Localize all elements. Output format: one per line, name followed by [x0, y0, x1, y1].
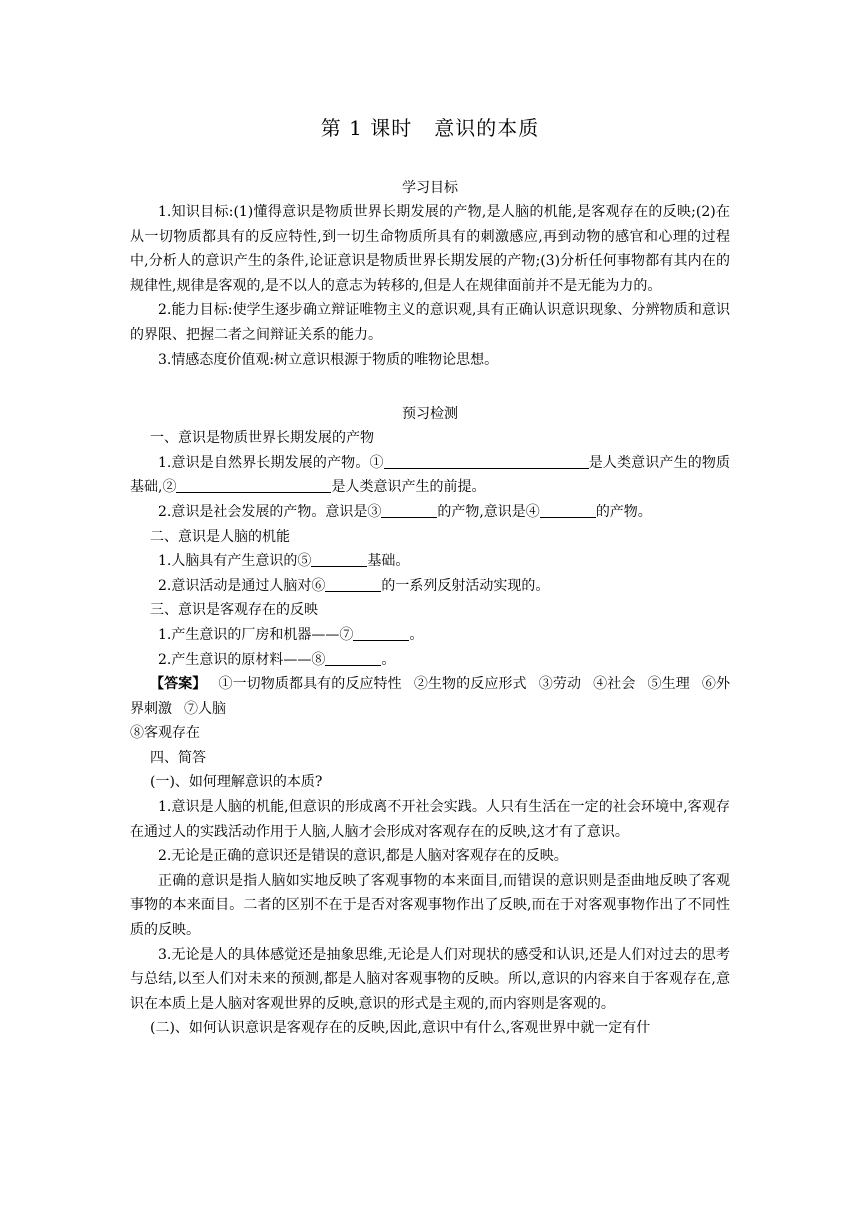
lesson-number: 第 1 课时 — [320, 116, 413, 140]
answer-blank-5 — [311, 550, 367, 567]
answer-blank-3 — [381, 501, 437, 518]
fill-item-2: 2.意识是社会发展的产物。意识是③ 的产物,意识是④ 的产物。 — [130, 500, 730, 525]
document-body — [130, 176, 730, 1041]
fill-item-1: 1.意识是自然界长期发展的产物。① 是人类意识产生的物质基础,② 是人类意识产生的前提。 — [130, 451, 730, 500]
answer-blank-4 — [540, 501, 596, 518]
answer-paragraph-1: 1.意识是人脑的机能,但意识的形成离不开社会实践。人只有生活在一定的社会环境中,客观存在通过人的实践活动作用于人脑,人脑才会形成对客观存在的反映,这才有了意识。 — [130, 799, 730, 840]
short-answer-heading: 四、简答 — [150, 749, 206, 766]
question-1-heading: (一)、如何理解意识的本质? — [150, 774, 323, 791]
question-2-heading: (二)、如何认识意识是客观存在的反映,因此,意识中有什么,客观世界中就一定有什 — [150, 1020, 651, 1037]
lesson-topic: 意识的本质 — [434, 116, 540, 140]
answer-blank-8 — [325, 649, 381, 666]
answer-blank-6 — [325, 575, 381, 592]
answer-paragraph-3: 正确的意识是指人脑如实地反映了客观事物的本来面目,而错误的意识则是歪曲地反映了客观事物的本来面目。二者的区别不在于是否对客观事物作出了反映,而在于对客观事物作出了不同性质的反映。 — [130, 872, 730, 939]
fill-item-3: 1.人脑具有产生意识的⑤ 基础。 — [130, 549, 730, 574]
answer-paragraph-2: 2.无论是正确的意识还是错误的意识,都是人脑对客观存在的反映。 — [158, 848, 568, 865]
objectives-heading: 学习目标 — [402, 180, 458, 196]
fill-item-5: 1.产生意识的厂房和机器——⑦ 。 — [130, 623, 730, 648]
preview-heading: 预习检测 — [402, 406, 458, 423]
answer-blank-7 — [353, 624, 409, 641]
objective-knowledge: 1.知识目标:(1)懂得意识是物质世界长期发展的产物,是人脑的机能,是客观存在的反映;(2)在从一切物质都具有的反应特性,到一切生命物质所具有的刺激感应,再到动物的感官和心理的过程中,分析人的意识产生的条件,论证意识是物质世界长期发展的产物;(3)分析任何事物都有其内在的规律性,规律是客观的,是不以人的意志为转移的,但是人在规律面前并不是无能为力的。 — [130, 204, 730, 294]
answer-key: 【答案】 ①一切物质都具有的反应特性 ②生物的反应形式 ③劳动 ④社会 ⑤生理 ⑥外界刺激 ⑦人脑 — [130, 676, 731, 717]
objective-values: 3.情感态度价值观:树立意识根源于物质的唯物论思想。 — [158, 351, 499, 368]
answer-key-last: ⑧客观存在 — [130, 725, 200, 742]
answer-label: 【答案】 — [150, 676, 207, 693]
fill-item-6: 2.产生意识的原材料——⑧ 。 — [130, 648, 730, 673]
section-heading-2: 二、意识是人脑的机能 — [150, 528, 290, 545]
answer-paragraph-4: 3.无论是人的具体感觉还是抽象思维,无论是人们对现状的感受和认识,还是人们对过去的思考与总结,以至人们对未来的预测,都是人脑对客观事物的反映。所以,意识的内容来自于客观存在,意识在本质上是人脑对客观世界的反映,意识的形式是主观的,而内容则是客观的。 — [130, 946, 730, 1012]
fill-item-4: 2.意识活动是通过人脑对⑥ 的一系列反射活动实现的。 — [130, 574, 730, 599]
objective-ability: 2.能力目标:使学生逐步确立辩证唯物主义的意识观,具有正确认识意识现象、分辨物质和意识的界限、把握二者之间辩证关系的能力。 — [130, 302, 730, 343]
answer-blank-1 — [384, 452, 589, 469]
lesson-title — [0, 112, 860, 141]
section-heading-1: 一、意识是物质世界长期发展的产物 — [150, 430, 374, 447]
answer-blank-2 — [176, 476, 331, 493]
section-heading-3: 三、意识是客观存在的反映 — [150, 602, 318, 619]
